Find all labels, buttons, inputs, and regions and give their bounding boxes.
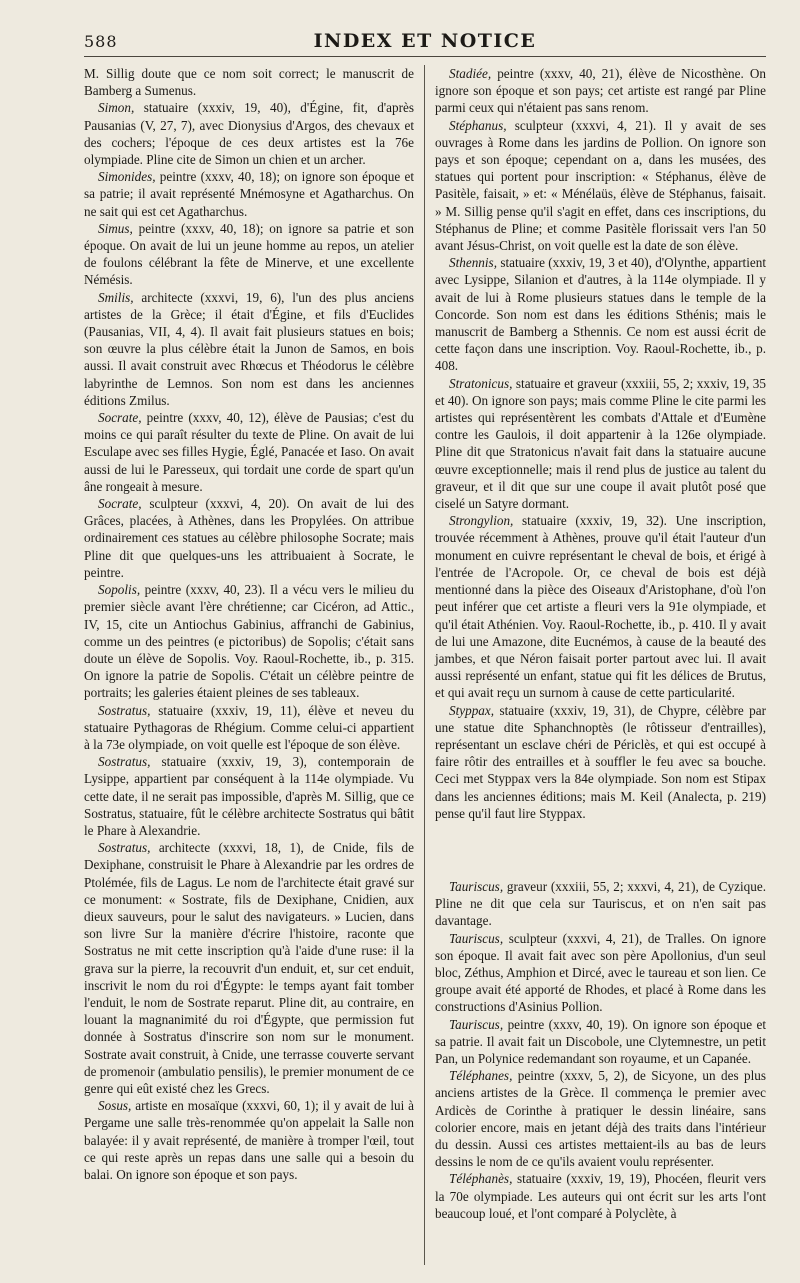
index-entry xyxy=(84,1097,414,1183)
index-entry xyxy=(84,65,414,99)
right-column-bottom xyxy=(435,878,766,1222)
entry-text: statuaire (xxxiv, 19, 19), Phocéen, fleurit vers la 70e olympiade. Les auteurs qui ont écrit sur les arts l'ont beaucoup loué, et l'ont comparé à Polyclète, à xyxy=(435,1171,766,1221)
entry-text: M. Sillig doute que ce nom soit correct; le manuscrit de Bamberg a Sumenus. xyxy=(84,66,414,99)
entry-name: Stéphanus, xyxy=(449,117,507,133)
index-entry xyxy=(84,289,414,409)
index-entry xyxy=(84,220,414,289)
entry-text: statuaire (xxxiv, 19, 3 et 40), d'Olynthe, appartient avec Lysippe, Silanion et d'autres, à la 114e olympiade. Il y avait de lui à Rome plusieurs statues dans le temple de la Concorde. Son nom est dans les éditions Sthénis; mais le manuscrit de Bamberg a Sthennis. Ce nom est aussi écrit de cette façon dans une inscription. Voy. Raoul-Rochette, ib., p. 408. xyxy=(435,255,766,374)
index-entry xyxy=(435,65,766,117)
entry-name: Stadiée, xyxy=(449,66,492,81)
entry-text: peintre (xxxv, 40, 19). On ignore son époque et sa patrie. Il avait fait un Discobole, une Clytemnestre, un petit Pan, un Polynice redemandant son royaume, et un Capanée. xyxy=(435,1016,766,1066)
entry-text: peintre (xxxv, 5, 2), de Sicyone, un des plus anciens artistes de la Grèce. Il commença le premier avec Ardicès de Corinthe à pratiquer le dessin linéaire, sans colorier encore, mais en jetant déjà des traits dans l'intérieur du dessin. Aussi ces artistes mettaient-ils au bas de leurs dessins le nom de ce qu'ils avaient voulu représenter. xyxy=(435,1068,766,1170)
section-gap xyxy=(435,822,766,878)
right-column-top xyxy=(435,65,766,822)
index-entry xyxy=(435,930,766,1016)
index-entry xyxy=(84,99,414,168)
entry-name: Sostratus, xyxy=(98,702,151,718)
entry-text: sculpteur (xxxvi, 4, 21). Il y avait de ses ouvrages à Rome dans les jardins de Pollion. On ignore son pays et son époque; cependant on a, dans les musées, des statues qui portent pour inscription: « Stéphanus, élève de Pasitèle, faisait, » et: « Ménélaüs, élève de Stéphanus, faisait. » M. Sillig pense qu'il s'agit en effet, dans ces inscriptions, du Stéphanus de Pline; et comme Pasitèle florissait vers l'an 50 avant Jésus-Christ, on voit quelle est la date de son élève. xyxy=(435,117,766,254)
entry-text: peintre (xxxv, 40, 23). Il a vécu vers le milieu du premier siècle avant l'ère chrétienne; car Cicéron, ad Attic., IV, 15, cite un Antiochus Gabinius, affranchi de Gabinius, comme un des peintres (e pictoribus) de Sopolis; c'était sans doute un élève de Sopolis. Voy. Raoul-Rochette, ib., p. 315. On ignore la patrie de Sopolis. C'était un célèbre peintre de portraits; les galeries étaient pleines de ses tableaux. xyxy=(84,582,414,701)
entry-name: Simonides, xyxy=(98,169,156,185)
entry-text: architecte (xxxvi, 18, 1), de Cnide, fils de Dexiphane, construisit le Phare à Alexandrie par les ordres de Ptolémée, fils de Lagus. Le nom de l'architecte était gravé sur ce monument: « Sostrate, fils de Dexiphane, Cnidien, aux dieux sauveurs, pour le salut des navigateurs. » Lucien, dans son livre Sur la manière d'écrire l'histoire, raconte que Sostratus ne mit cette inscription qu'à l'aide d'une ruse: il la grava sur la pierre, la recouvrit d'un enduit, et, sur cet enduit, inscrivit le nom du roi d'Égypte: le temps ayant fait tomber l'enduit, le nom de Sostrate reparut. Pline dit, au contraire, en louant la magnanimité du roi d'Égypte, que permission fut donnée à Sostratus d'inscrire son nom sur le monument. Sostrate avait construit, à Cnide, une terrasse couverte servant de promenoir (ambulatio pensilis), le premier monument de ce genre qui eût existé chez les Grecs. xyxy=(84,840,414,1096)
index-entry xyxy=(435,117,766,255)
entry-text: peintre (xxxv, 40, 12), élève de Pausias; c'est du moins ce qui paraît résulter du texte de Pline. On avait de lui Esculape avec ses filles Hygie, Églé, Panacée et Iaso. On avait aussi de lui le Paresseux, qui tordait une corde de spart qu'un âne rongeait à mesure. xyxy=(84,410,414,494)
index-entry xyxy=(435,1016,766,1068)
entry-text: peintre (xxxv, 40, 18); on ignore sa patrie et son époque. On avait de lui un jeune homme au repos, un atelier de foulons célébrant la fête de Minerve, et une excellente Némésis. xyxy=(84,220,414,288)
left-column xyxy=(84,65,425,1265)
entry-name: Sthennis, xyxy=(449,255,497,271)
entry-text: peintre (xxxv, 40, 18); on ignore son époque et sa patrie; il avait représenté Mnémosyne et Agatharchus. On ne sait qui est cet Agatharchus. xyxy=(84,169,414,219)
index-entry xyxy=(435,878,766,930)
index-entry xyxy=(435,702,766,822)
entry-name: Téléphanès, xyxy=(449,1171,513,1187)
entry-text: sculpteur (xxxvi, 4, 21), de Tralles. On ignore son époque. Il avait fait avec son père Apollonius, d'un seul bloc, Zéthus, Amphion et Dircé, avec le taureau et son lien. Ce groupe avait été apporté de Rhodes, et placé à Rome dans les constructions d'Asinius Pollion. xyxy=(435,930,766,1015)
entry-text: statuaire (xxxiv, 19, 31), de Chypre, célèbre par une statue dite Sphanchnoptès (le rôtisseur d'entrailles), représentant un esclave chéri de Périclès, et qui est occupé à faire rôtir des entrailles et à souffler le feu avec sa bouche. Ceci met Styppax vers la 84e olympiade. Son nom est Stipax dans les anciennes éditions; mais M. Keil (Analecta, p. 219) pense qu'il faut lire Styppax. xyxy=(435,702,766,821)
index-entry xyxy=(84,839,414,1097)
entry-name: Simon, xyxy=(98,100,135,116)
entry-name: Styppax, xyxy=(449,702,495,718)
entry-text: statuaire (xxxiv, 19, 11), élève et neveu du statuaire Pythagoras de Rhégium. Comme celui-ci appartient à la 73e olympiade, on voit quelle est l'époque de son élève. xyxy=(84,702,414,752)
entry-text: statuaire (xxxiv, 19, 40), d'Égine, fit, d'après Pausanias (V, 27, 7), avec Dionysius d'Argos, des chevaux et des cochers; l'époque de ces deux artistes est la 76e olympiade. Pline cite de Simon un chien et un archer. xyxy=(84,100,414,168)
index-entry xyxy=(84,409,414,495)
entry-name: Tauriscus, xyxy=(449,930,504,946)
entry-name: Tauriscus, xyxy=(449,878,504,894)
page-number: 588 xyxy=(84,32,118,51)
index-entry xyxy=(435,375,766,513)
entry-name: Strongylion, xyxy=(449,513,514,529)
index-entry xyxy=(435,1067,766,1170)
entry-text: graveur (xxxiii, 55, 2; xxxvi, 4, 21), de Cyzique. Pline ne dit que cela sur Tauriscus, et on n'en sait pas davantage. xyxy=(435,878,766,929)
running-title: INDEX ET NOTICE xyxy=(313,30,537,52)
index-entry xyxy=(84,753,414,839)
index-entry xyxy=(435,1170,766,1222)
index-entry xyxy=(84,581,414,701)
index-entry xyxy=(84,702,414,754)
entry-name: Stratonicus, xyxy=(449,375,513,391)
entry-text: statuaire (xxxiv, 19, 32). Une inscription, trouvée récemment à Athènes, prouve qu'il était l'auteur d'un monument en cuivre représentant le cheval de bois, et érigé à l'entrée de l'Acropole. Or, ce cheval de bois est déjà mentionné dans la pièce des Oiseaux d'Aristophane, d'où l'on peut inférer que cet artiste a fleuri vers la 91e olympiade, et qu'il était Athénien. Voy. Raoul-Rochette, ib., p. 410. Il y avait de lui une Amazone, dite Eucnémos, à cause de la beauté des jambes, et que Néron faisait porter partout avec lui. Il avait aussi représenté un enfant, statue qui fit les délices de Brutus, et qui avait reçu un surnom à cause de cette particularité. xyxy=(435,513,766,701)
entry-text: artiste en mosaïque (xxxvi, 60, 1); il y avait de lui à Pergame une salle très-renommée qu'on appelait la Salle non balayée: il y avait représenté, de manière à tromper l'œil, tout ce qui reste après un repas dans une salle qui a besoin du balai. On ignore son époque et son pays. xyxy=(84,1098,414,1182)
index-entry xyxy=(84,495,414,581)
entry-text: statuaire (xxxiv, 19, 3), contemporain de Lysippe, appartient par conséquent à la 114e olympiade. Vu cette date, il ne serait pas impossible, d'après M. Sillig, que ce Sostratus, statuaire, fût le célèbre architecte Sostratus qui bâtit le Phare à Alexandrie. xyxy=(84,754,414,838)
index-entry xyxy=(435,254,766,374)
index-entry xyxy=(84,168,414,220)
entry-text: sculpteur (xxxvi, 4, 20). On avait de lui des Grâces, placées, à Athènes, dans les Propylées. On attribue ordinairement ces statues au célèbre philosophe Socrate; mais Pline dit que quelques-uns les attribuaient à Socrate, le peintre. xyxy=(84,496,414,580)
entry-text: peintre (xxxv, 40, 21), élève de Nicosthène. On ignore son époque et son pays; cet artiste est rangé par Pline parmi ceux qui n'étaient pas sans renom. xyxy=(435,66,766,116)
index-entry xyxy=(435,512,766,701)
text-columns xyxy=(84,65,766,1265)
entry-name: Téléphanes, xyxy=(449,1068,513,1084)
entry-name: Simus, xyxy=(98,220,133,236)
entry-name: Sopolis, xyxy=(98,582,141,598)
entry-name: Socrate, xyxy=(98,496,142,512)
entry-name: Sostratus, xyxy=(98,754,151,770)
entry-text: statuaire et graveur (xxxiii, 55, 2; xxxiv, 19, 35 et 40). On ignore son pays; mais comme Pline le cite parmi les artistes qui représentèrent les combats d'Attale et d'Eumène contre les Gaulois, il doit appartenir à la 126e olympiade. Pline dit que Stratonicus n'avait fait dans la statuaire aucune œuvre exceptionnelle; mais il rend plus de justice au talent du graveur, et il dit que sur une coupe il avait plutôt posé que ciselé un Satyre dormant. xyxy=(435,375,766,512)
entry-text: architecte (xxxvi, 19, 6), l'un des plus anciens artistes de la Grèce; il était d'Égine, et fils d'Euclides (Pausanias, VII, 4, 4). Il avait fait plusieurs statues en bois; son œuvre la plus célèbre était la Junon de Samos, en bois aussi. Il avait construit avec Rhœcus et Théodorus le célèbre labyrinthe de Lemnos. Son nom est dans les anciennes éditions Zmilus. xyxy=(84,289,414,408)
entry-name: Sostratus, xyxy=(98,840,151,856)
entry-name: Sosus, xyxy=(98,1098,132,1114)
entry-name: Tauriscus, xyxy=(449,1016,504,1032)
right-column xyxy=(425,65,766,1265)
entry-name: Socrate, xyxy=(98,410,142,426)
entry-name: Smilis, xyxy=(98,289,134,305)
page-header xyxy=(84,30,766,57)
